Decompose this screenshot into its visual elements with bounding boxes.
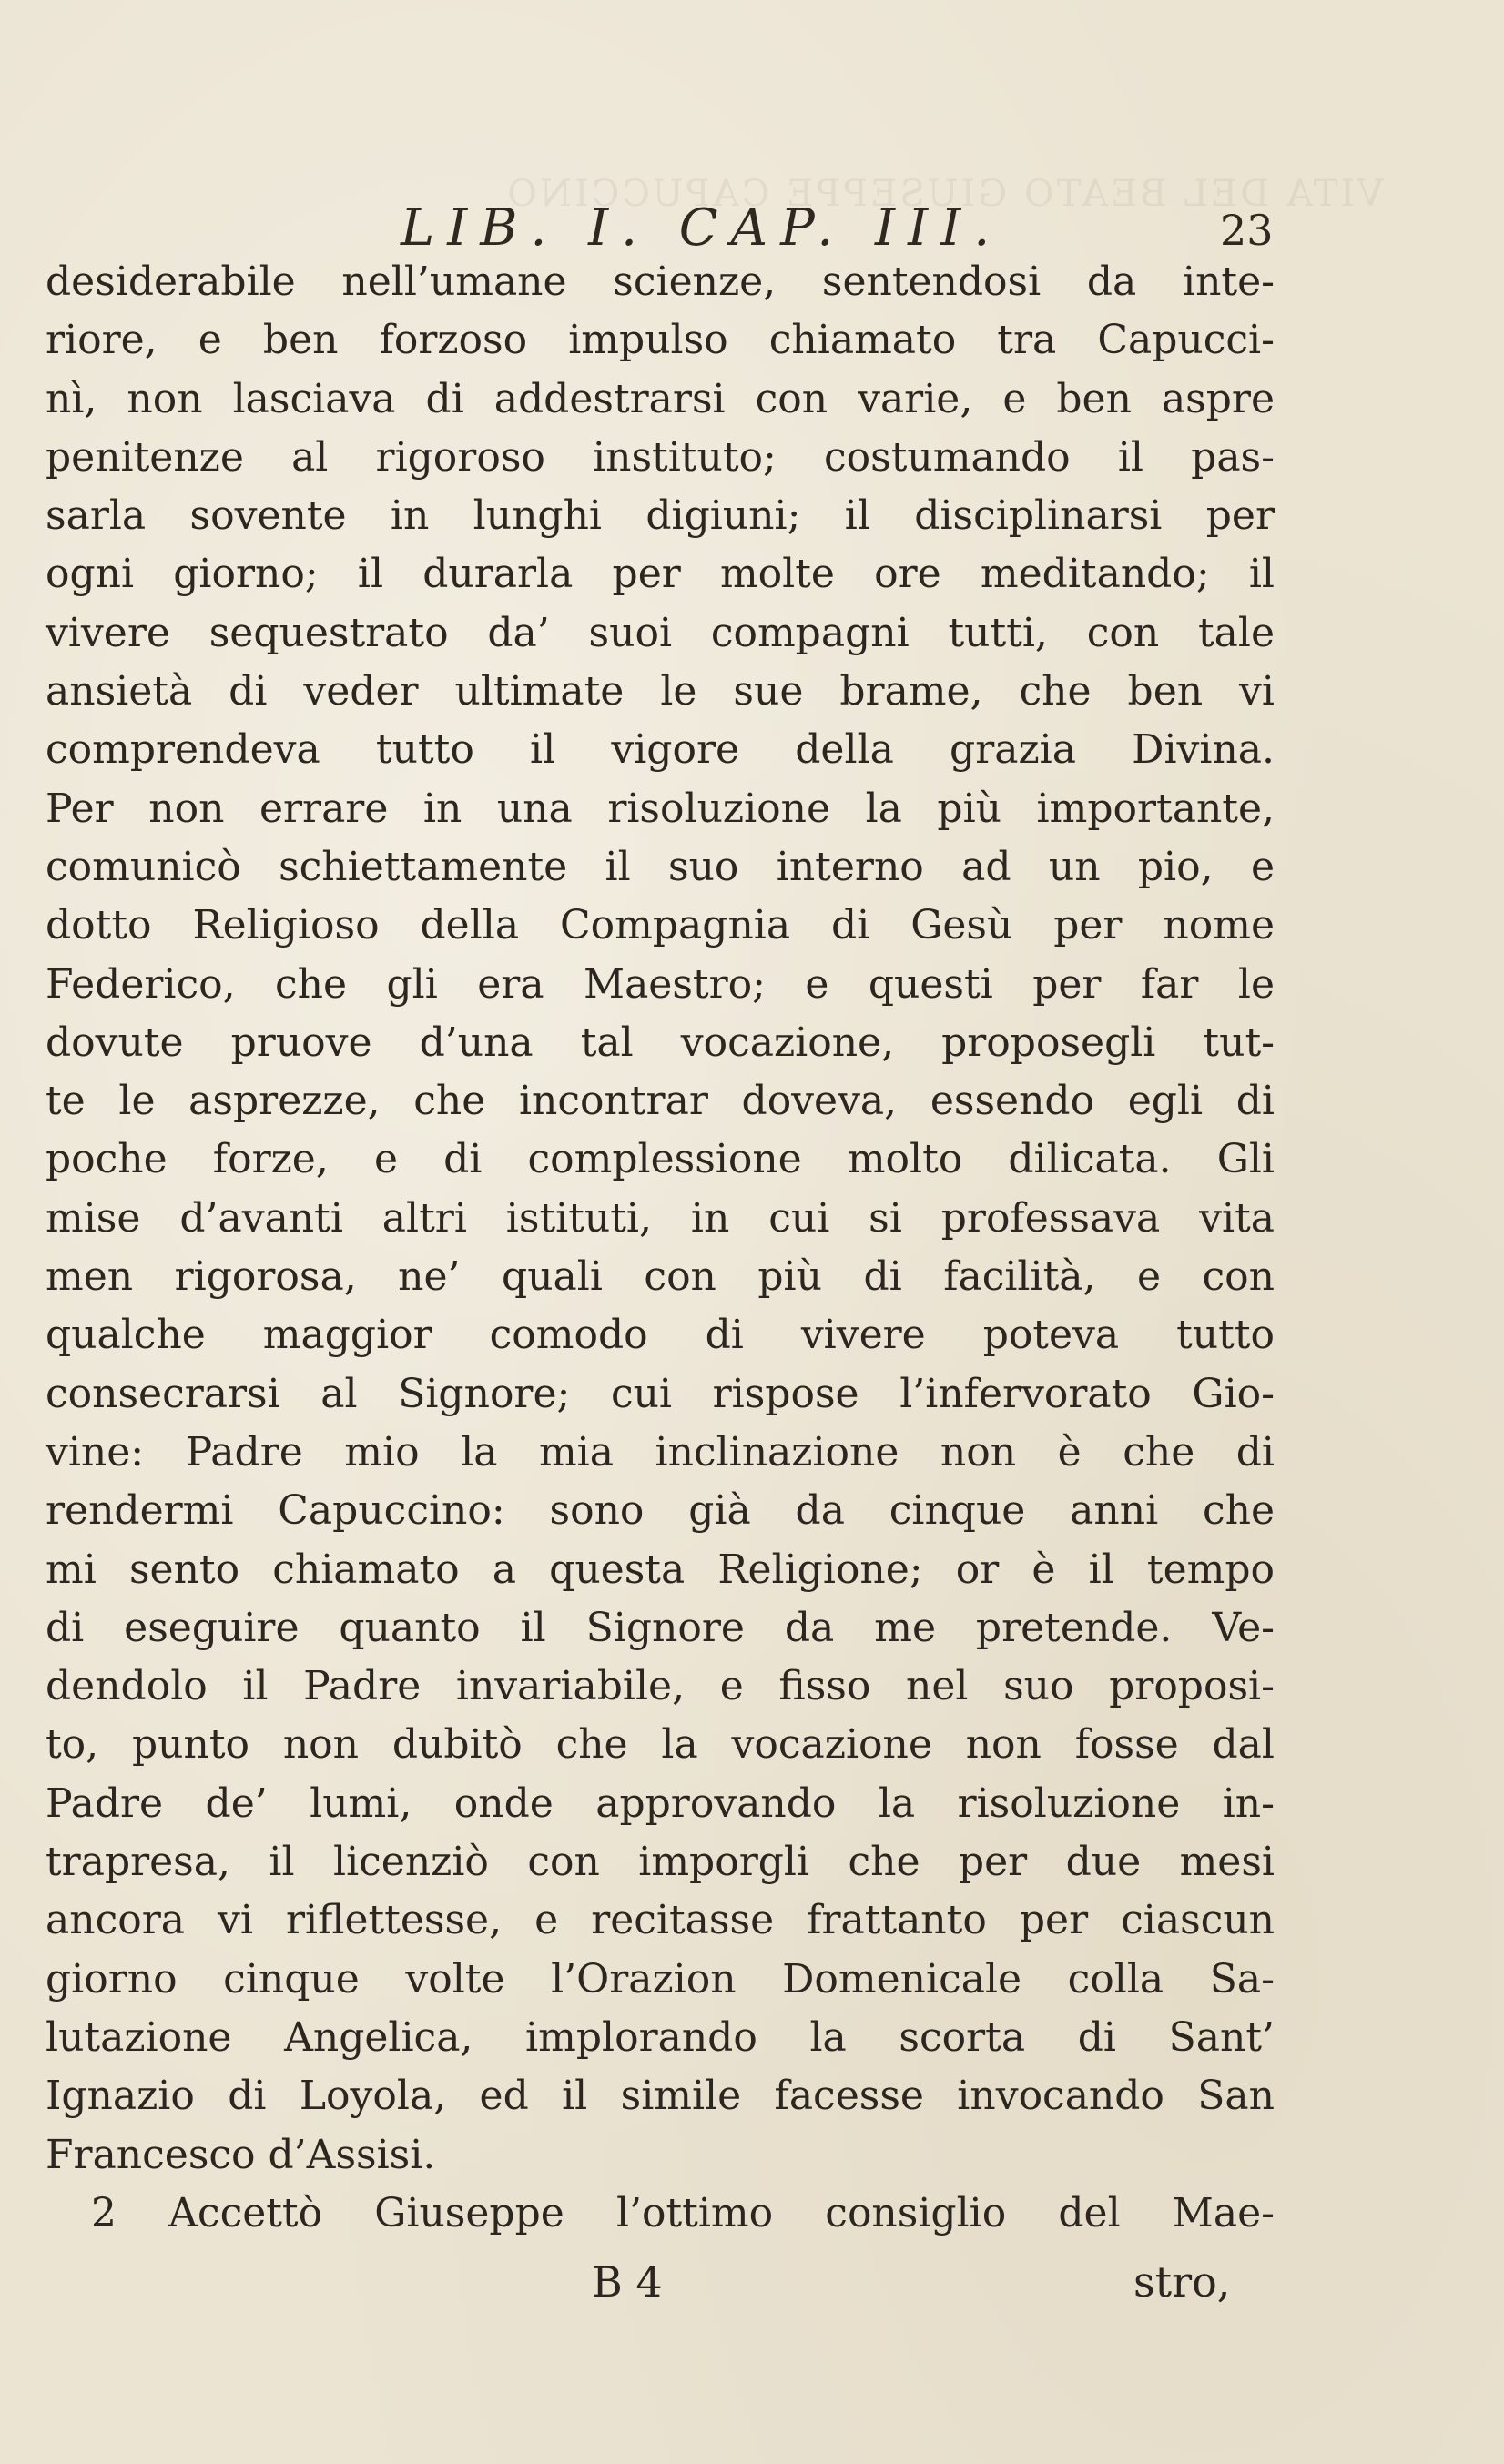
- text-line: comprendeva tutto il vigore della grazia Divina.: [46, 726, 1275, 774]
- bleed-through-text: VITA DEL BEATO GIUSEPPE CAPUCCINO: [504, 173, 1384, 215]
- text-line: desiderabile nell’umane scienze, sentendosi da inte-: [46, 259, 1275, 305]
- text-line: dendolo il Padre invariabile, e fisso nel suo proposi-: [46, 1663, 1275, 1710]
- text-line: trapresa, il licenziò con imporgli che per due mesi: [46, 1839, 1275, 1886]
- footer-line: [0, 2257, 1504, 2321]
- body-text: [46, 253, 1275, 2243]
- text-line: Per non errare in una risoluzione la più importante,: [46, 785, 1275, 832]
- text-line: lutazione Angelica, implorando la scorta di Sant’: [46, 2013, 1275, 2061]
- text-line: mi sento chiamato a questa Religione; or è il tempo: [46, 1546, 1275, 1593]
- text-line: penitenze al rigoroso instituto; costumando il pas-: [46, 433, 1275, 481]
- catchword: stro,: [1133, 2257, 1231, 2307]
- text-line: ansietà di veder ultimate le sue brame, che ben vi: [46, 668, 1275, 715]
- page-number: 23: [1220, 206, 1274, 255]
- text-line: ogni giorno; il durarla per molte ore meditando; il: [46, 551, 1275, 598]
- text-line: consecrarsi al Signore; cui rispose l’infervorato Gio-: [46, 1370, 1275, 1417]
- text-line: dovute pruove d’una tal vocazione, proposegli tut-: [46, 1019, 1275, 1066]
- text-line: Federico, che gli era Maestro; e questi per far le: [46, 960, 1275, 1008]
- running-head-title: LIB. I. CAP. III.: [401, 198, 1003, 258]
- text-line: riore, e ben forzoso impulso chiamato tra Capucci-: [46, 317, 1275, 364]
- text-line: mise d’avanti altri istituti, in cui si professava vita: [46, 1194, 1275, 1242]
- signature-mark: B 4: [592, 2257, 663, 2307]
- text-line: di eseguire quanto il Signore da me pretende. Ve-: [46, 1604, 1275, 1651]
- text-line: to, punto non dubitò che la vocazione non fosse dal: [46, 1721, 1275, 1769]
- text-line: Padre de’ lumi, onde approvando la risoluzione in-: [46, 1780, 1275, 1827]
- text-line: poche forze, e di complessione molto dilicata. Gli: [46, 1136, 1275, 1183]
- text-line: te le asprezze, che incontrar doveva, essendo egli di: [46, 1078, 1275, 1125]
- text-line: qualche maggior comodo di vivere poteva tutto: [46, 1312, 1275, 1359]
- text-line-paragraph-end: Francesco d’Assisi.: [46, 2131, 436, 2178]
- text-line: nì, non lasciava di addestrarsi con varie, e ben aspre: [46, 375, 1275, 422]
- text-line: vivere sequestrato da’ suoi compagni tutti, con tale: [46, 609, 1275, 656]
- text-line: rendermi Capuccino: sono già da cinque anni che: [46, 1487, 1275, 1535]
- text-line: dotto Religioso della Compagnia di Gesù per nome: [46, 902, 1275, 949]
- paragraph-2-first-line: 2 Accettò Giuseppe l’ottimo consiglio del Mae-: [91, 2189, 1275, 2236]
- text-line: vine: Padre mio la mia inclinazione non è che di: [46, 1428, 1275, 1475]
- text-line: men rigorosa, ne’ quali con più di facilità, e con: [46, 1253, 1275, 1301]
- text-line: sarla sovente in lunghi digiuni; il disciplinarsi per: [46, 492, 1275, 540]
- text-line: giorno cinque volte l’Orazion Domenicale colla Sa-: [46, 1955, 1275, 2003]
- text-line: Ignazio di Loyola, ed il simile facesse invocando San: [46, 2073, 1275, 2120]
- text-line: comunicò schiettamente il suo interno ad un pio, e: [46, 843, 1275, 890]
- text-line: ancora vi riflettesse, e recitasse frattanto per ciascun: [46, 1897, 1275, 1944]
